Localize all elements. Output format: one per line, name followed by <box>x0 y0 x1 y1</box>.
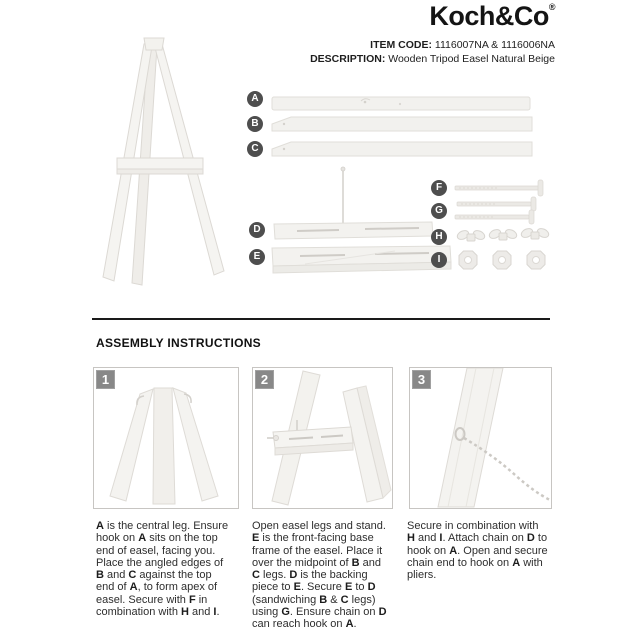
step-2-number-badge: 2 <box>255 370 274 389</box>
part-leg-a <box>272 97 530 110</box>
step-1-number-badge: 1 <box>96 370 115 389</box>
step-3-number-badge: 3 <box>412 370 431 389</box>
easel-illustration <box>72 28 242 290</box>
brand-name: Koch&Co <box>429 1 549 31</box>
parts-diagram <box>245 85 560 285</box>
part-badge-i: I <box>431 252 447 268</box>
brand-logo <box>429 1 555 32</box>
step-3-text: Secure in combination with H and I. Attach chain on D to hook on A. Open and secure chain end to hook on A with pliers. <box>407 520 548 582</box>
part-washers-i <box>459 251 545 269</box>
part-leg-c <box>272 142 532 156</box>
part-badge-c: C <box>247 141 263 157</box>
easel-tray <box>117 158 203 169</box>
step-panel-2 <box>252 367 393 509</box>
part-leg-b <box>272 117 532 131</box>
part-wing-nuts-h <box>456 227 550 241</box>
part-badge-f: F <box>431 180 447 196</box>
part-badge-e: E <box>249 249 265 265</box>
easel-apex <box>144 38 164 50</box>
part-chain-pin <box>341 167 345 223</box>
part-badge-a: A <box>247 91 263 107</box>
step-1-illustration <box>94 368 238 508</box>
part-bolt-f <box>455 180 543 196</box>
easel-tray-lip <box>117 169 203 174</box>
step-3-illustration <box>410 368 551 508</box>
step-1-text: A is the central leg. Ensure hook on A sits on the top end of easel, facing you. Place the angled edges of B and C against the top end of A, to form apex of easel. Secure with F in combination with H and I. <box>96 520 229 619</box>
product-header <box>310 39 555 66</box>
step-panel-1 <box>93 367 239 509</box>
assembly-heading: ASSEMBLY INSTRUCTIONS <box>96 336 261 350</box>
part-board-e <box>272 246 451 273</box>
part-badge-b: B <box>247 116 263 132</box>
part-badge-d: D <box>249 222 265 238</box>
part-bolts-g <box>455 197 536 224</box>
item-code-value: 1116007NA & 1116006NA <box>434 39 555 51</box>
step-panel-3 <box>409 367 552 509</box>
part-board-d <box>274 222 433 239</box>
description-value: Wooden Tripod Easel Natural Beige <box>388 52 555 65</box>
part-badge-h: H <box>431 229 447 245</box>
item-code-label: ITEM CODE: <box>370 39 432 51</box>
item-code-line <box>310 39 555 53</box>
registered-mark: ® <box>548 2 555 12</box>
description-line <box>310 53 555 67</box>
step-2-illustration <box>253 368 392 508</box>
step-2-text: Open easel legs and stand. E is the front-facing base frame of the easel. Place it over the midpoint of B and C legs. D is the backing piece to E. Secure E to D (sandwiching B & C legs) using G. Ensure chain on D can reach hook on A. <box>252 520 387 631</box>
description-label: DESCRIPTION: <box>310 52 386 65</box>
part-badge-g: G <box>431 203 447 219</box>
divider-rule <box>92 318 550 320</box>
